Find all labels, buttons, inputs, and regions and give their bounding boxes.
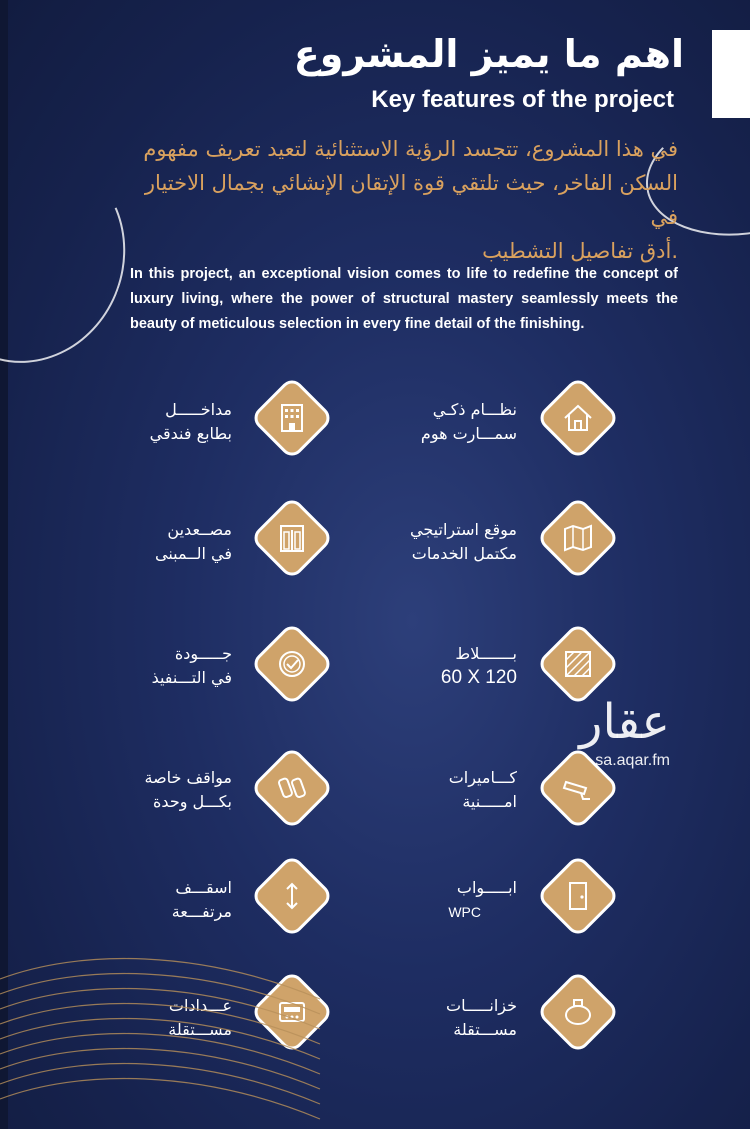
watermark-brand: عقار xyxy=(579,694,670,750)
parking-cars-icon xyxy=(275,771,309,805)
tile-icon xyxy=(561,647,595,681)
feature-label-line1: خزانـــــات xyxy=(446,996,517,1015)
intro-ar-line: في هذا المشروع، تتجسد الرؤية الاستثنائية لتعيد تعريف مفهوم xyxy=(143,137,678,161)
feature-label-line1: بـــــــلاط xyxy=(455,644,517,663)
intro-paragraph-english: In this project, an exceptional vision comes to life to redefine the concept of luxury living, where the power of structural mastery seamlessly meets the beauty of meticulous selection in every fine detail of the finishing. xyxy=(130,266,678,332)
smart-home-icon xyxy=(561,401,595,435)
feature-label-line2: مرتفـــعة xyxy=(171,902,232,921)
location-map-icon xyxy=(561,521,595,555)
feature-label-line2: في الــمبنى xyxy=(154,544,232,563)
page-title-arabic: اهم ما يميز المشروع xyxy=(293,32,684,76)
feature-label-line1: جـــــودة xyxy=(174,644,232,663)
feature-label-line1: مواقف خاصة xyxy=(144,768,232,787)
feature-label-line2: سمـــارت هوم xyxy=(420,424,517,443)
feature-label-line1: كـــاميرات xyxy=(448,768,517,787)
feature-label-line1: موقع استراتيجي xyxy=(410,520,517,539)
feature-label-line2: بطابع فندقي xyxy=(149,424,232,443)
elevator-icon xyxy=(275,521,309,555)
hotel-building-icon xyxy=(275,401,309,435)
page-title-english: Key features of the project xyxy=(371,86,674,113)
decorative-swirl-lines xyxy=(0,939,360,1129)
intro-ar-line: .أدق تفاصيل التشطيب xyxy=(482,239,678,263)
feature-label-line2: مكتمل الخدمات xyxy=(411,544,517,563)
quality-badge-icon xyxy=(275,647,309,681)
feature-label-line2: امـــــنية xyxy=(462,792,517,811)
feature-label-line2: مســـتقلة xyxy=(453,1020,517,1039)
feature-label-line1: اسقـــف xyxy=(175,878,232,897)
security-camera-icon xyxy=(561,771,595,805)
watermark-url: sa.aqar.fm xyxy=(595,752,670,769)
door-icon xyxy=(561,879,595,913)
feature-label-line2: 60 X 120 xyxy=(440,667,517,688)
feature-label-line1: نظـــام ذكـي xyxy=(432,400,517,419)
ceiling-height-icon xyxy=(275,879,309,913)
feature-label-line1: عـــدادات xyxy=(168,996,232,1015)
water-tank-icon xyxy=(561,995,595,1029)
intro-ar-line: السكن الفاخر، حيث تلتقي قوة الإتقان الإنشائي بجمال الاختيار في xyxy=(144,171,678,229)
feature-label-line1: ابـــــواب xyxy=(456,878,517,897)
feature-label-line1: مداخـــــل xyxy=(165,400,232,419)
feature-label-line2: بكـــل وحدة xyxy=(153,792,232,811)
corner-white-tab xyxy=(712,30,750,118)
feature-label-line1: مصــعدين xyxy=(167,520,232,539)
feature-label-line2: في التـــنفيذ xyxy=(151,668,232,687)
intro-paragraph-arabic xyxy=(118,132,678,268)
feature-label-line2: WPC xyxy=(448,904,481,920)
feature-label-line2: مســـتقلة xyxy=(168,1020,232,1039)
